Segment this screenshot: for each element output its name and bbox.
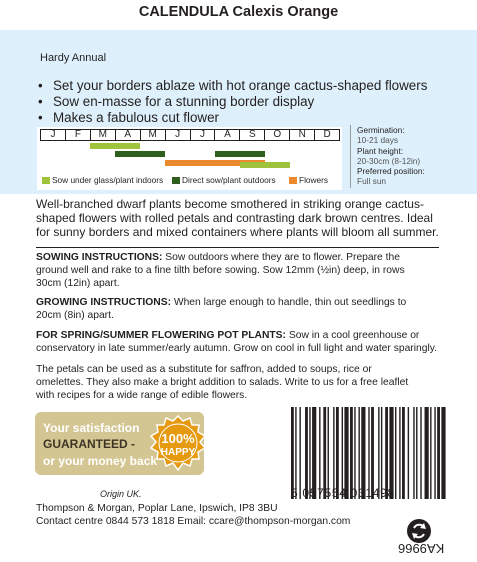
sowing-instructions — [36, 251, 456, 290]
legend-flowers — [289, 175, 328, 185]
plant-type: Hardy Annual — [40, 52, 107, 64]
contact-line: Contact centre 0844 573 1818 Email: ccare@thompson-morgan.com — [36, 516, 351, 527]
month-cell: A — [215, 130, 240, 140]
address-line: Thompson & Morgan, Poplar Lane, Ipswich, IP8 3BU — [36, 503, 278, 514]
sowing-line: 30cm (12in) apart. — [36, 278, 120, 289]
indoor-swatch — [42, 177, 50, 184]
pot-instructions — [36, 329, 456, 355]
guarantee-line3: or your money back — [43, 454, 158, 468]
growing-heading: GROWING INSTRUCTIONS: — [36, 297, 171, 308]
month-cell: M — [141, 130, 166, 140]
origin: Origin UK. — [100, 489, 142, 499]
petals-line: The petals can be used as a substitute for saffron, added to soups, rice or — [36, 364, 372, 375]
product-code: KA9966 — [398, 541, 445, 556]
growing-line: When large enough to handle, thin out seedlings to — [171, 297, 407, 308]
divider — [36, 247, 439, 248]
height-label: Plant height: — [357, 145, 404, 156]
month-cell: O — [265, 130, 290, 140]
height-value: 20-30cm (8-12in) — [357, 155, 421, 166]
flowers-swatch — [289, 177, 297, 184]
calendar-bar-outdoor — [115, 151, 165, 157]
growing-instructions — [36, 296, 456, 322]
germination-label: Germination: — [357, 125, 405, 135]
intro-text: Well-branched dwarf plants become smothered in striking orange cactus-shaped flowers with rolled petals and contrasting dark brown centres. Ideal for sunny borders and mixed containers where plants will bloom all summer. — [36, 197, 439, 239]
position-value: Full sun — [357, 176, 387, 187]
calendar-bar-outdoor — [215, 151, 265, 157]
germination-value: 10-21 days — [357, 135, 399, 146]
sowing-calendar — [37, 127, 342, 190]
legend-flowers-label: Flowers — [299, 175, 329, 185]
month-cell: F — [66, 130, 91, 140]
growing-line: 20cm (8in) apart. — [36, 310, 114, 321]
month-cell: J — [166, 130, 191, 140]
seal-percent: 100% — [161, 431, 195, 446]
guarantee-line2: GUARANTEED - — [43, 437, 135, 451]
product-title: CALENDULA Calexis Orange — [138, 4, 339, 20]
position-label: Preferred position: — [357, 166, 425, 177]
pots-line: Sow in a cool greenhouse or — [285, 330, 420, 341]
plant-info — [350, 125, 477, 188]
guarantee-line1: Your satisfaction — [43, 421, 140, 435]
month-grid — [40, 129, 340, 141]
month-cell: D — [323, 129, 331, 140]
feature-list — [38, 78, 427, 126]
feature-item: • Set your borders ablaze with hot orange cactus-shaped flowers — [38, 78, 427, 94]
month-cell: J — [41, 130, 66, 140]
month-cell: S — [240, 130, 265, 140]
outdoor-swatch — [172, 177, 180, 184]
petals-line: omelettes. They also make a bright addition to salads. Write to us for a free leaflet — [36, 377, 409, 388]
legend-indoor-label: Sow under glass/plant indoors — [52, 175, 164, 185]
feature-item: • Makes a fabulous cut flower — [38, 110, 427, 126]
happy-seal-icon — [150, 415, 206, 473]
petals-line: with recipes for a wide range of edible flowers. — [36, 390, 248, 401]
sowing-line: Sow outdoors where they are to flower. Prepare the — [162, 252, 400, 263]
company-address — [36, 502, 350, 528]
petals-text — [36, 363, 456, 402]
pots-heading: FOR SPRING/SUMMER FLOWERING POT PLANTS: — [36, 330, 286, 341]
calendar-bar-indoor — [240, 162, 290, 168]
feature-item: • Sow en-masse for a stunning border display — [38, 94, 427, 110]
legend-indoor — [42, 175, 163, 185]
month-cell: N — [290, 130, 315, 140]
sowing-line: ground well and rake to a fine tilth before sowing. Sow 12mm (½in) deep, in rows — [36, 265, 405, 276]
barcode-number: 5 057554 031498 — [291, 486, 395, 500]
seal-happy: HAPPY — [160, 447, 196, 458]
pots-line: conservatory in late summer/early autumn. Grow on cool in full light and water sparingly. — [36, 343, 437, 354]
legend-outdoor — [172, 175, 276, 185]
legend-outdoor-label: Direct sow/plant outdoors — [182, 175, 276, 185]
month-cell: J — [191, 130, 216, 140]
sowing-heading: SOWING INSTRUCTIONS: — [36, 252, 163, 263]
month-cell: M — [91, 130, 116, 140]
calendar-bar-indoor — [90, 143, 140, 149]
month-cell: A — [116, 130, 141, 140]
